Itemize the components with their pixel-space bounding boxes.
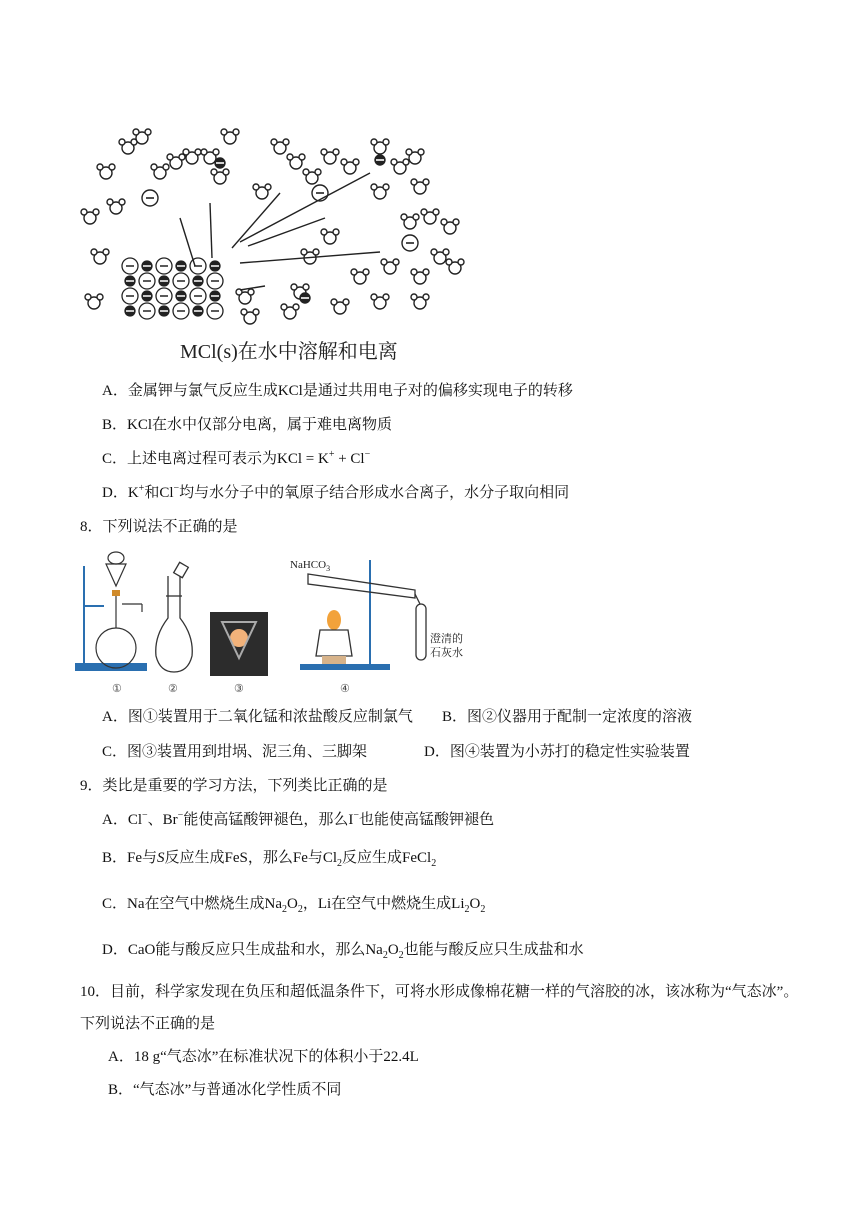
q9-d-sub2: 2 [398, 950, 404, 961]
q9-c-o2: O [469, 896, 481, 912]
q10-stem-line1: 10．目前，科学家发现在负压和超低温条件下，可将水形成像棉花糖一样的气溶胶的冰，该冰称为“气态冰”。 [80, 984, 799, 1000]
q8-option-c: C．图③装置用到坩埚、泥三角、三脚架 [102, 744, 368, 760]
q9-c-o: O [287, 896, 298, 912]
minus-sign: − [364, 449, 371, 460]
apparatus-3 [210, 612, 268, 676]
plus-sign: + [328, 449, 335, 460]
q9-option-b [102, 848, 436, 868]
q7-option-d [102, 483, 569, 503]
apparatus-4 [290, 559, 426, 670]
q9-c-sub4: 2 [480, 904, 486, 915]
dissolution-diagram [80, 118, 480, 370]
minus-sign: − [353, 810, 359, 821]
q10-option-b: B．“气态冰”与普通冰化学性质不同 [108, 1082, 342, 1098]
q9-a-mid2: 能使高锰酸钾褪色，那么I [183, 812, 354, 828]
q9-c-sub1: 2 [282, 904, 287, 915]
q9-b-sub: 2 [337, 858, 343, 869]
q9-option-d [102, 940, 584, 960]
q8-option-a: A．图①装置用于二氧化锰和浓盐酸反应制氯气 [102, 709, 413, 725]
q7-option-a: A．金属钾与氯气反应生成KCl是通过共用电子对的偏移实现电子的转移 [102, 383, 573, 399]
q9-b-s: S [157, 850, 165, 866]
minus-sign: − [177, 810, 184, 821]
nahco3-label: NaHCO$_3$ [290, 559, 331, 573]
q9-d-pre: D．CaO能与酸反应只生成盐和水，那么Na [102, 942, 383, 958]
q9-c-pre: C．Na在空气中燃烧生成Na [102, 896, 282, 912]
q10-stem-line2: 下列说法不正确的是 [80, 1016, 216, 1032]
q9-option-c [102, 894, 485, 914]
figure-label-4: ④ [340, 683, 350, 695]
q8-option-d: D．图④装置为小苏打的稳定性实验装置 [424, 744, 690, 760]
figure-label-1: ① [112, 683, 122, 695]
q9-c-sub2: 2 [297, 904, 303, 915]
figure-label-3: ③ [234, 683, 244, 695]
q7-d-post: 均与水分子中的氧原子结合形成水合离子，水分子取向相同 [179, 485, 570, 501]
q9-a-post: 也能使高锰酸钾褪色 [358, 812, 494, 828]
q9-stem: 9．类比是重要的学习方法，下列类比正确的是 [80, 778, 388, 794]
q9-b-pre: B．Fe与 [102, 850, 158, 866]
q9-d-sub1: 2 [382, 950, 388, 961]
apparatus-2 [156, 562, 193, 672]
q7-c-text: C．上述电离过程可表示为 [102, 451, 278, 467]
minus-sign: − [142, 810, 148, 821]
limewater-label-2: 石灰水 [430, 647, 463, 659]
q9-d-post: 也能与酸反应只生成盐和水 [403, 942, 584, 958]
q9-b-mid2: 反应生成FeCl [342, 850, 432, 866]
apparatus-figure [70, 546, 480, 696]
limewater-label-1: 澄清的 [430, 633, 463, 645]
q9-a-pre: A．Cl [102, 812, 143, 828]
q9-c-sub3: 2 [464, 904, 470, 915]
q9-c-mid: ，Li在空气中燃烧生成Li [302, 896, 465, 912]
figure1-caption: MCl(s)在水中溶解和电离 [180, 341, 398, 363]
q9-b-mid: 反应生成FeS，那么Fe与Cl [164, 850, 338, 866]
q9-d-o: O [387, 942, 399, 958]
q8-option-b: B．图②仪器用于配制一定浓度的溶液 [442, 709, 693, 725]
q9-option-a [102, 810, 494, 830]
q7-d-pre: D．K [102, 485, 139, 501]
apparatus-1 [76, 552, 146, 670]
q10-option-a: A．18 g“气态冰”在标准状况下的体积小于22.4L [108, 1049, 419, 1065]
plus-sign: + [138, 483, 145, 494]
q8-stem: 8．下列说法不正确的是 [80, 519, 238, 535]
q9-b-sub2: 2 [431, 858, 437, 869]
figure-label-2: ② [168, 683, 178, 695]
q7-c-eq: KCl = K [277, 451, 329, 467]
q7-option-b: B．KCl在水中仅部分电离，属于难电离物质 [102, 417, 393, 433]
q7-c-plus: + Cl [334, 451, 365, 467]
minus-sign: − [173, 483, 180, 494]
q7-d-mid: 和Cl [144, 485, 174, 501]
q9-a-mid: 、Br [147, 812, 178, 828]
q7-option-c [102, 449, 370, 469]
